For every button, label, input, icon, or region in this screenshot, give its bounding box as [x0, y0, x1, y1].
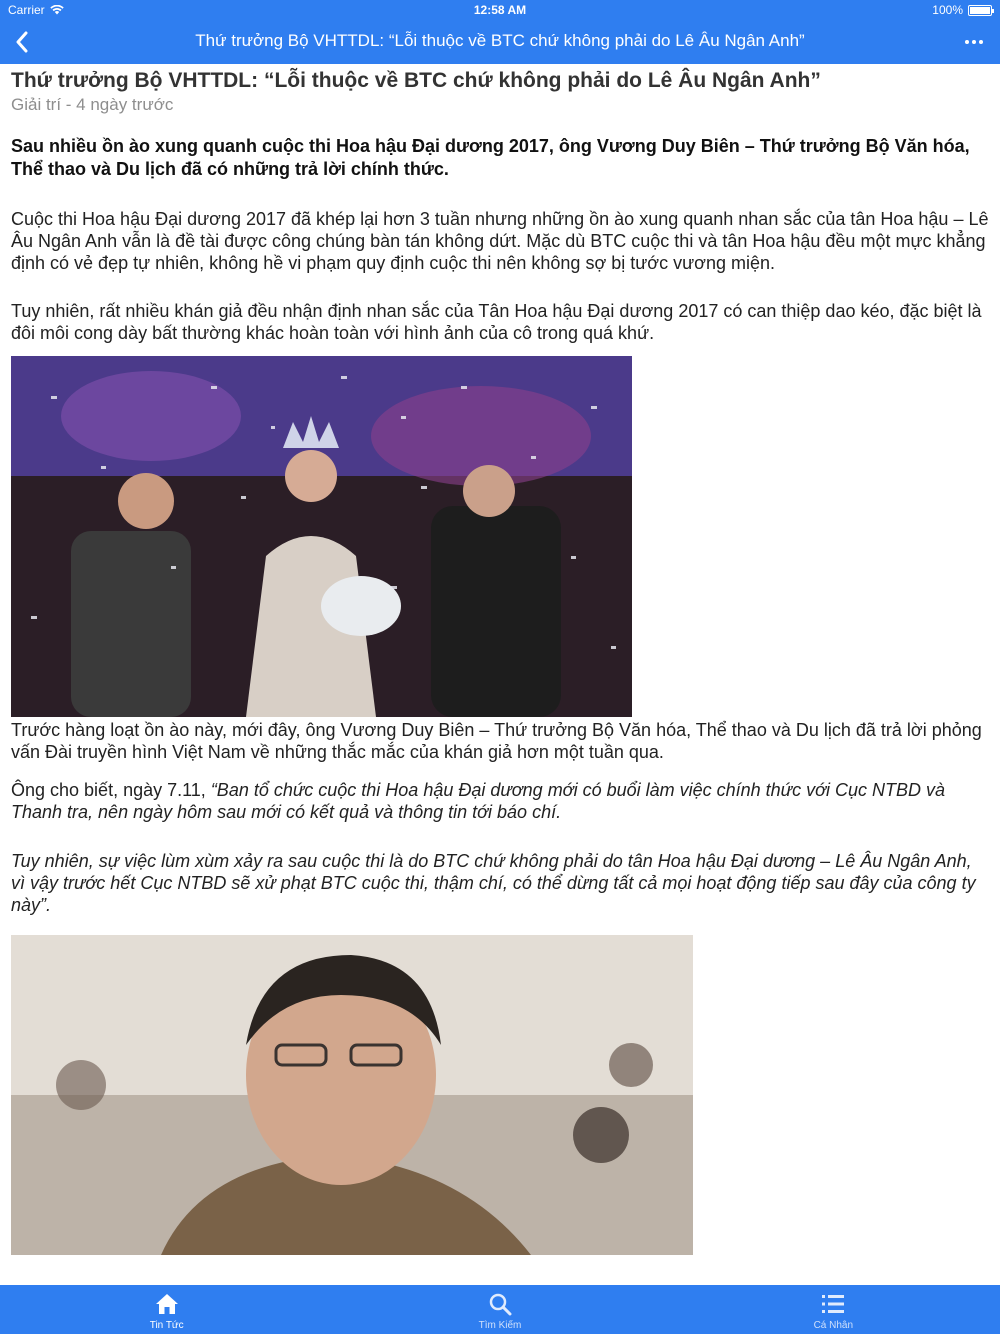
article-paragraph: Tuy nhiên, rất nhiều khán giả đều nhận định nhan sắc của Tân Hoa hậu Đại dương 2017 có can thiệp dao kéo, đặc biệt là đôi môi cong dày bất thường khác hoàn toàn với hình ảnh của cô trong quá khứ. [11, 301, 982, 343]
article-lead: Sau nhiều ồn ào xung quanh cuộc thi Hoa hậu Đại dương 2017, ông Vương Duy Biên – Thứ trưởng Bộ Văn hóa, Thể thao và Du lịch đã có những trả lời chính thức. [11, 136, 970, 179]
tab-label: Cá Nhân [813, 1320, 854, 1331]
coronation-photo [11, 356, 632, 717]
battery-indicator [932, 3, 992, 17]
article-image-portrait [11, 935, 693, 1255]
status-time: 12:58 AM [473, 3, 527, 17]
list-icon [820, 1291, 846, 1317]
navigation-bar [0, 20, 1000, 64]
article-paragraph: Cuộc thi Hoa hậu Đại dương 2017 đã khép lại hơn 3 tuần nhưng những ồn ào xung quanh nhan sắc của tân Hoa hậu – Lê Âu Ngân Anh vẫn là đề tài được công chúng bàn tán không dứt. Mặc dù BTC cuộc thi và tân Hoa hậu đều một mực khẳng định có vẻ đẹp tự nhiên, không hề vi phạm quy định cuộc thi nên không sợ bị tước vương miện. [11, 209, 989, 273]
tab-label: Tin Tức [149, 1320, 184, 1331]
battery-percent: 100% [932, 3, 963, 17]
article-paragraph: Tuy nhiên, sự việc lùm xùm xảy ra sau cuộc thi là do BTC chứ không phải do tân Hoa hậu Đại dương – Lê Âu Ngân Anh, vì vậy trước hết Cục NTBD sẽ xử phạt BTC cuộc thi, thậm chí, có thể dừng tất cả mọi hoạt động tiếp sau đây của công ty này”. [11, 851, 976, 915]
quote-intro: Ông cho biết, ngày 7.11, [11, 780, 211, 800]
more-dots-icon [965, 40, 969, 44]
status-bar [0, 0, 1000, 20]
article-title: Thứ trưởng Bộ VHTTDL: “Lỗi thuộc về BTC chứ không phải do Lê Âu Ngân Anh” [11, 69, 821, 92]
back-button[interactable] [8, 28, 36, 56]
article-meta: Giải trí - 4 ngày trước [11, 95, 174, 114]
quote-text: “Ban tổ chức cuộc thi Hoa hậu Đại dương mới có buổi làm việc chính thức với Cục NTBD và Thanh tra, nên ngày hôm sau mới có kết quả và thông tin tới báo chí. [11, 780, 945, 822]
chevron-left-icon [15, 31, 29, 53]
portrait-photo [11, 935, 693, 1255]
tab-bar [0, 1285, 1000, 1334]
article-paragraph: Trước hàng loạt ồn ào này, mới đây, ông Vương Duy Biên – Thứ trưởng Bộ Văn hóa, Thể thao và Du lịch đã trả lời phỏng vấn Đài truyền hình Việt Nam về những thắc mắc của khán giả hơn một tuần qua. [11, 720, 982, 762]
article-content[interactable] [0, 64, 1000, 1285]
carrier-label: Carrier [8, 3, 45, 17]
article-image-coronation [11, 356, 632, 717]
home-icon [154, 1291, 180, 1317]
search-icon [487, 1291, 513, 1317]
tab-profile[interactable] [667, 1285, 1000, 1334]
tab-search[interactable] [333, 1285, 666, 1334]
tab-news[interactable] [0, 1285, 333, 1334]
tab-label: Tìm Kiếm [478, 1320, 522, 1331]
battery-icon [968, 5, 992, 16]
nav-title: Thứ trưởng Bộ VHTTDL: “Lỗi thuộc về BTC chứ không phải do Lê Âu Ngân Anh” [195, 31, 805, 50]
article-paragraph [11, 779, 989, 823]
more-button[interactable] [958, 28, 990, 56]
